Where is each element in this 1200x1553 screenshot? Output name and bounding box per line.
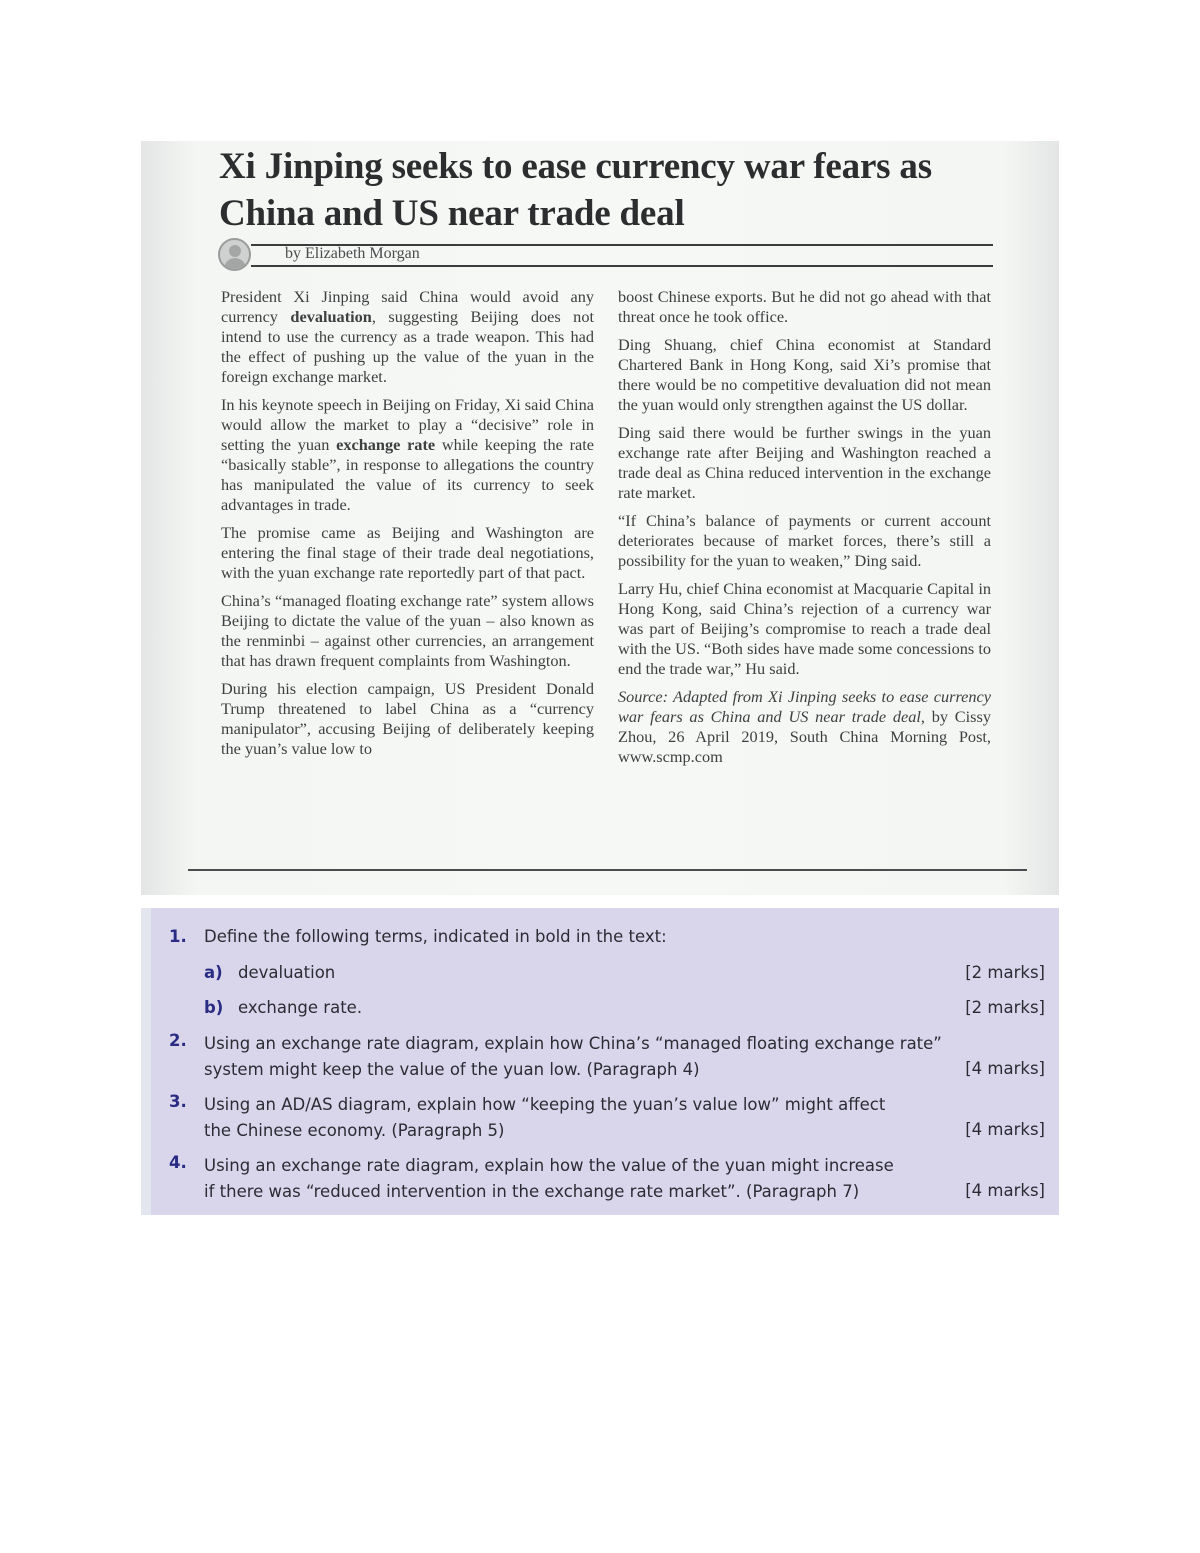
article-column-left	[221, 287, 594, 767]
question-text-line-1: Using an exchange rate diagram, explain how the value of the yuan might increase	[204, 1156, 894, 1175]
paragraph-text: “If China’s balance of payments or current account deteriorates because of market forces, there’s still a possibility for the yuan to weaken,” Ding said.	[618, 511, 991, 570]
article-paragraph	[618, 287, 991, 327]
article-byline: by Elizabeth Morgan	[285, 245, 420, 262]
article-headline: Xi Jinping seeks to ease currency war fears as China and US near trade deal	[219, 146, 932, 234]
questions-panel	[141, 908, 1059, 1215]
question-text-line-1: Using an AD/AS diagram, explain how “keeping the yuan’s value low” might affect	[204, 1095, 886, 1114]
article-column-right	[618, 287, 991, 775]
bold-term: devaluation	[290, 307, 372, 326]
article-paragraph	[618, 511, 991, 571]
marks-label: [4 marks]	[965, 1181, 1045, 1200]
question-text-line-2: system might keep the value of the yuan low. (Paragraph 4)	[204, 1060, 700, 1079]
article-paragraph	[221, 679, 594, 759]
paragraph-text: Larry Hu, chief China economist at Macquarie Capital in Hong Kong, said China’s rejection of a currency war was part of Beijing’s compromise to reach a trade deal with the US. “Both sides have made some concessions to end the trade war,” Hu said.	[618, 579, 991, 678]
paragraph-text: Ding Shuang, chief China economist at Standard Chartered Bank in Hong Kong, said Xi’s promise that there would be no competitive devaluation did not mean the yuan would only strengthen against the US dollar.	[618, 335, 991, 414]
paragraph-text: boost Chinese exports. But he did not go ahead with that threat once he took office.	[618, 287, 991, 326]
question-text: Define the following terms, indicated in bold in the text:	[204, 927, 667, 946]
article-paragraph	[618, 579, 991, 679]
paragraph-text: while keeping the rate “basically stable”, in response to allegations the country has manipulated the value of its currency to seek advantages in trade.	[221, 435, 594, 514]
marks-label: [2 marks]	[965, 963, 1045, 982]
paragraph-text: President Xi Jinping said China would avoid any currency	[221, 287, 594, 326]
article-paragraph	[618, 423, 991, 503]
question-number: 2.	[169, 1031, 187, 1050]
paragraph-text: In his keynote speech in Beijing on Friday, Xi said China would allow the market to play a “decisive” role in setting the yuan	[221, 395, 594, 454]
article-source	[618, 687, 991, 767]
article-paragraph	[221, 287, 594, 387]
question-number: 1.	[169, 927, 187, 946]
author-avatar-icon	[218, 238, 251, 271]
paragraph-text: The promise came as Beijing and Washington are entering the final stage of their trade deal negotiations, with the yuan exchange rate reportedly part of that pact.	[221, 523, 594, 582]
article-paragraph	[221, 523, 594, 583]
article-paragraph	[221, 395, 594, 515]
article-paragraph	[221, 591, 594, 671]
question-text-line-2: the Chinese economy. (Paragraph 5)	[204, 1121, 505, 1140]
article-paragraph	[618, 335, 991, 415]
subquestion-letter: b)	[204, 998, 224, 1017]
subquestion-letter: a)	[204, 963, 223, 982]
byline-rule-bottom	[251, 265, 993, 267]
byline-row	[215, 236, 993, 272]
subquestion-text: devaluation	[238, 963, 336, 982]
paragraph-text: China’s “managed floating exchange rate” system allows Beijing to dictate the value of the yuan – also known as the renminbi – against other currencies, an arrangement that has drawn frequent complaints from Washington.	[221, 591, 594, 670]
paragraph-text: During his election campaign, US President Donald Trump threatened to label China as a “currency manipulator”, accusing Beijing of deliberately keeping the yuan’s value low to	[221, 679, 594, 758]
paragraph-text: Ding said there would be further swings in the yuan exchange rate after Beijing and Washington reached a trade deal as China reduced intervention in the exchange rate market.	[618, 423, 991, 502]
section-divider	[188, 869, 1027, 871]
question-number: 3.	[169, 1092, 187, 1111]
marks-label: [4 marks]	[965, 1120, 1045, 1139]
question-text-line-1: Using an exchange rate diagram, explain how China’s “managed floating exchange rate”	[204, 1034, 942, 1053]
question-text-line-2: if there was “reduced intervention in the exchange rate market”. (Paragraph 7)	[204, 1182, 860, 1201]
marks-label: [2 marks]	[965, 998, 1045, 1017]
paragraph-text: , suggesting Beijing does not intend to use the currency as a trade weapon. This had the effect of pushing up the value of the yuan in the foreign exchange market.	[221, 307, 594, 386]
marks-label: [4 marks]	[965, 1059, 1045, 1078]
question-number: 4.	[169, 1153, 187, 1172]
source-details: , by Cissy Zhou, 26 April 2019, South China Morning Post, www.scmp.com	[618, 707, 991, 766]
article-card	[141, 141, 1059, 895]
subquestion-text: exchange rate.	[238, 998, 363, 1017]
bold-term: exchange rate	[336, 435, 436, 454]
source-title: Source: Adapted from Xi Jinping seeks to ease currency war fears as China and US near trade deal	[618, 687, 991, 726]
